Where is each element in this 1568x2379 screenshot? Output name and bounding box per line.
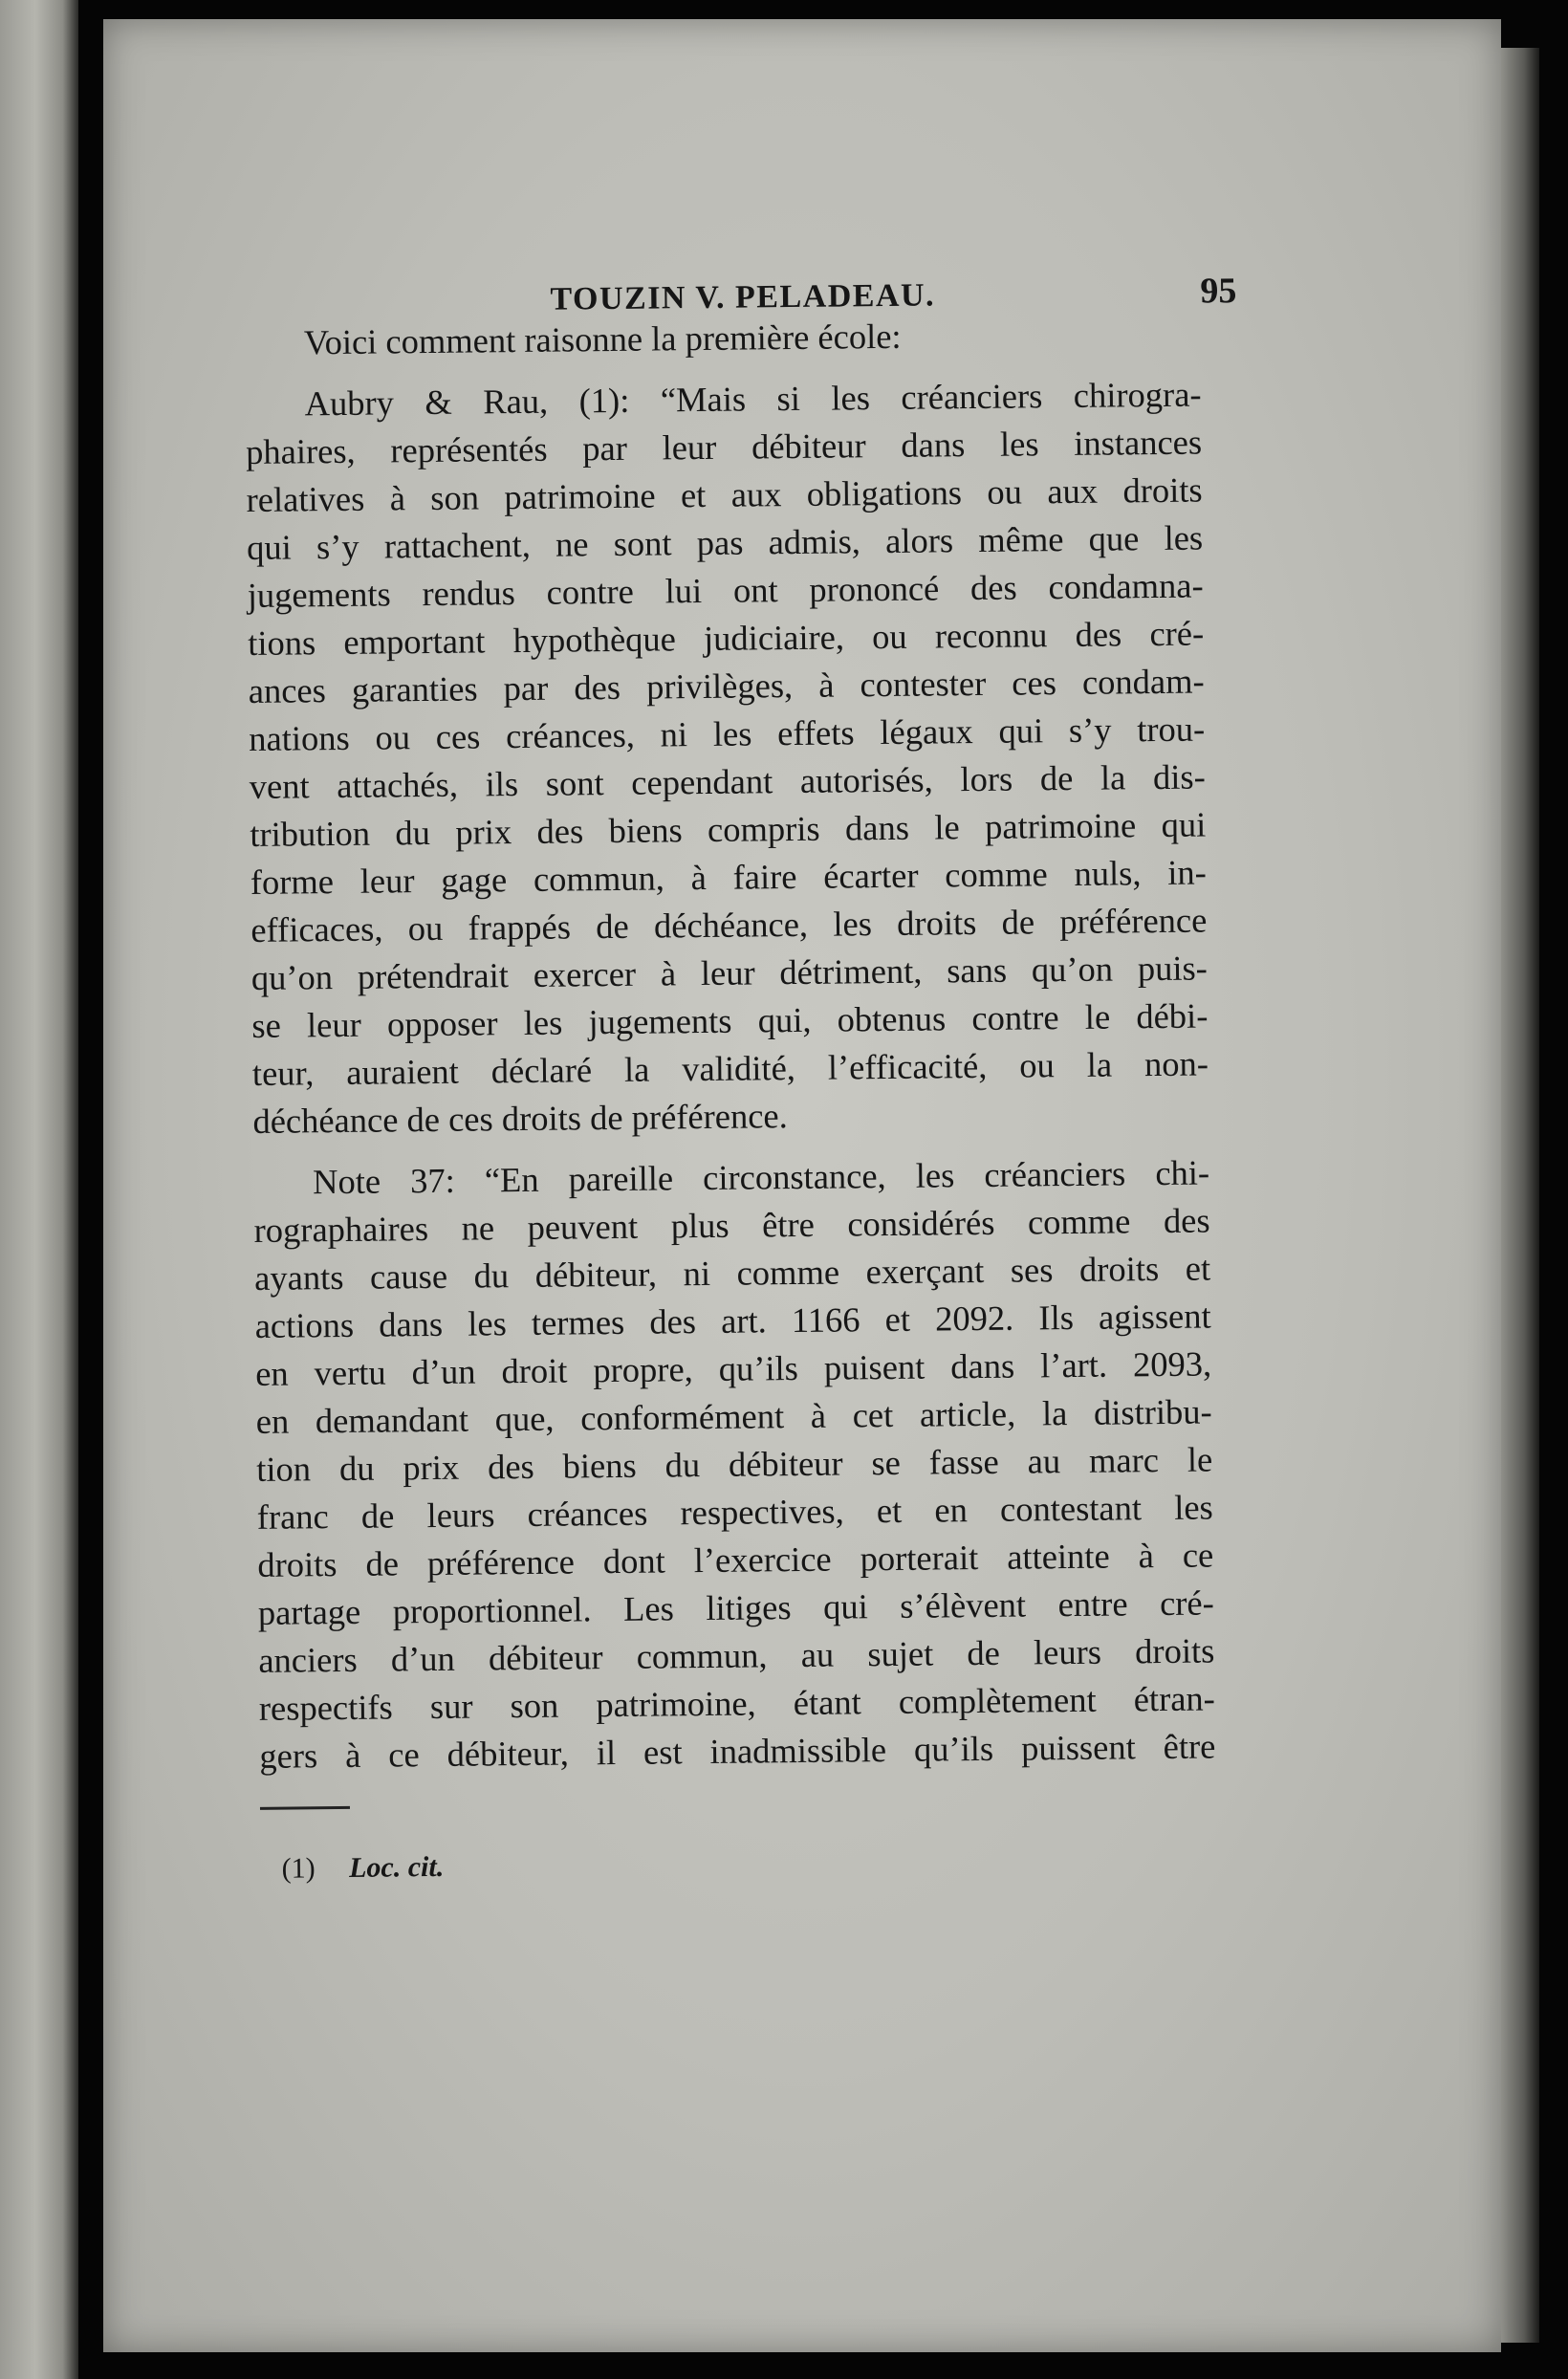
text-line: gers à ce débiteur, il est inadmissible qu’ils puissent être [259, 1726, 1216, 1776]
text-line: qu’on prétendrait exercer à leur détriment, sans qu’on puis- [250, 948, 1209, 997]
text-line: phaires, représentés par leur débiteur dans les instances [245, 422, 1203, 471]
aubry-rau-quotation [245, 371, 1209, 1146]
text-line: tions emportant hypothèque judiciaire, ou reconnu des cré- [248, 613, 1205, 663]
text-line: forme leur gage commun, à faire écarter comme nuls, in- [250, 852, 1207, 902]
page-stack-edge [1501, 48, 1539, 2343]
previous-page-edge [0, 0, 78, 2379]
text-line: respectifs sur son patrimoine, étant complètement étran- [258, 1678, 1216, 1728]
text-line: se leur opposer les jugements qui, obtenus contre le débi- [251, 995, 1209, 1045]
text-line: franc de leurs créances respectives, et en contestant les [256, 1487, 1213, 1537]
text-line: qui s’y rattachent, ne sont pas admis, alors même que les [246, 517, 1204, 567]
text-line: tribution du prix des biens compris dans le patrimoine qui [250, 804, 1207, 854]
text-line: en demandant que, conformément à cet article, la distribu- [255, 1391, 1212, 1441]
text-line: Note 37: “En pareille circonstance, les créanciers chi- [312, 1152, 1210, 1202]
note-37-quotation [253, 1148, 1216, 1779]
footnote-marker: (1) [281, 1852, 316, 1885]
text-line: vent attachés, ils sont cependant autorisés, lors de la dis- [249, 756, 1206, 806]
text-line: ayants cause du débiteur, ni comme exerçant ses droits et [253, 1248, 1211, 1298]
footnote-rule [260, 1806, 350, 1810]
text-line: relatives à son patrimoine et aux obligations ou aux droits [246, 469, 1203, 519]
text-line: déchéance de ces droits de préférence. [252, 1096, 788, 1141]
text-line: nations ou ces créances, ni les effets légaux qui s’y trou- [249, 709, 1206, 758]
text-line: Aubry & Rau, (1): “Mais si les créanciers chirogra- [304, 374, 1202, 424]
running-title: TOUZIN V. PELADEAU. [550, 277, 936, 317]
page-text [244, 249, 1237, 1887]
text-line: partage proportionnel. Les litiges qui s’élèvent entre cré- [257, 1582, 1214, 1632]
running-head [244, 249, 1237, 319]
text-line: Voici comment raisonne la première école: [303, 316, 902, 362]
text-line: tion du prix des biens du débiteur se fasse au marc le [256, 1439, 1213, 1489]
footnote-text: Loc. cit. [348, 1850, 445, 1884]
page-number: 95 [1200, 271, 1237, 312]
text-line: teur, auraient déclaré la validité, l’efficacité, ou la non- [251, 1043, 1209, 1093]
text-line: ances garanties par des privilèges, à contester ces condam- [248, 661, 1205, 710]
text-line: jugements rendus contre lui ont prononcé des condamna- [247, 565, 1204, 615]
text-line: en vertu d’un droit propre, qu’ils puisent dans l’art. 2093, [255, 1343, 1212, 1393]
text-line: rographaires ne peuvent plus être considérés comme des [253, 1200, 1210, 1250]
text-line: efficaces, ou frappés de déchéance, les droits de préférence [250, 900, 1208, 949]
text-line: actions dans les termes des art. 1166 et 2092. Ils agissent [254, 1296, 1211, 1345]
text-line: anciers d’un débiteur commun, au sujet de leurs droits [258, 1630, 1215, 1680]
text-line: droits de préférence dont l’exercice porterait atteinte à ce [257, 1535, 1214, 1584]
